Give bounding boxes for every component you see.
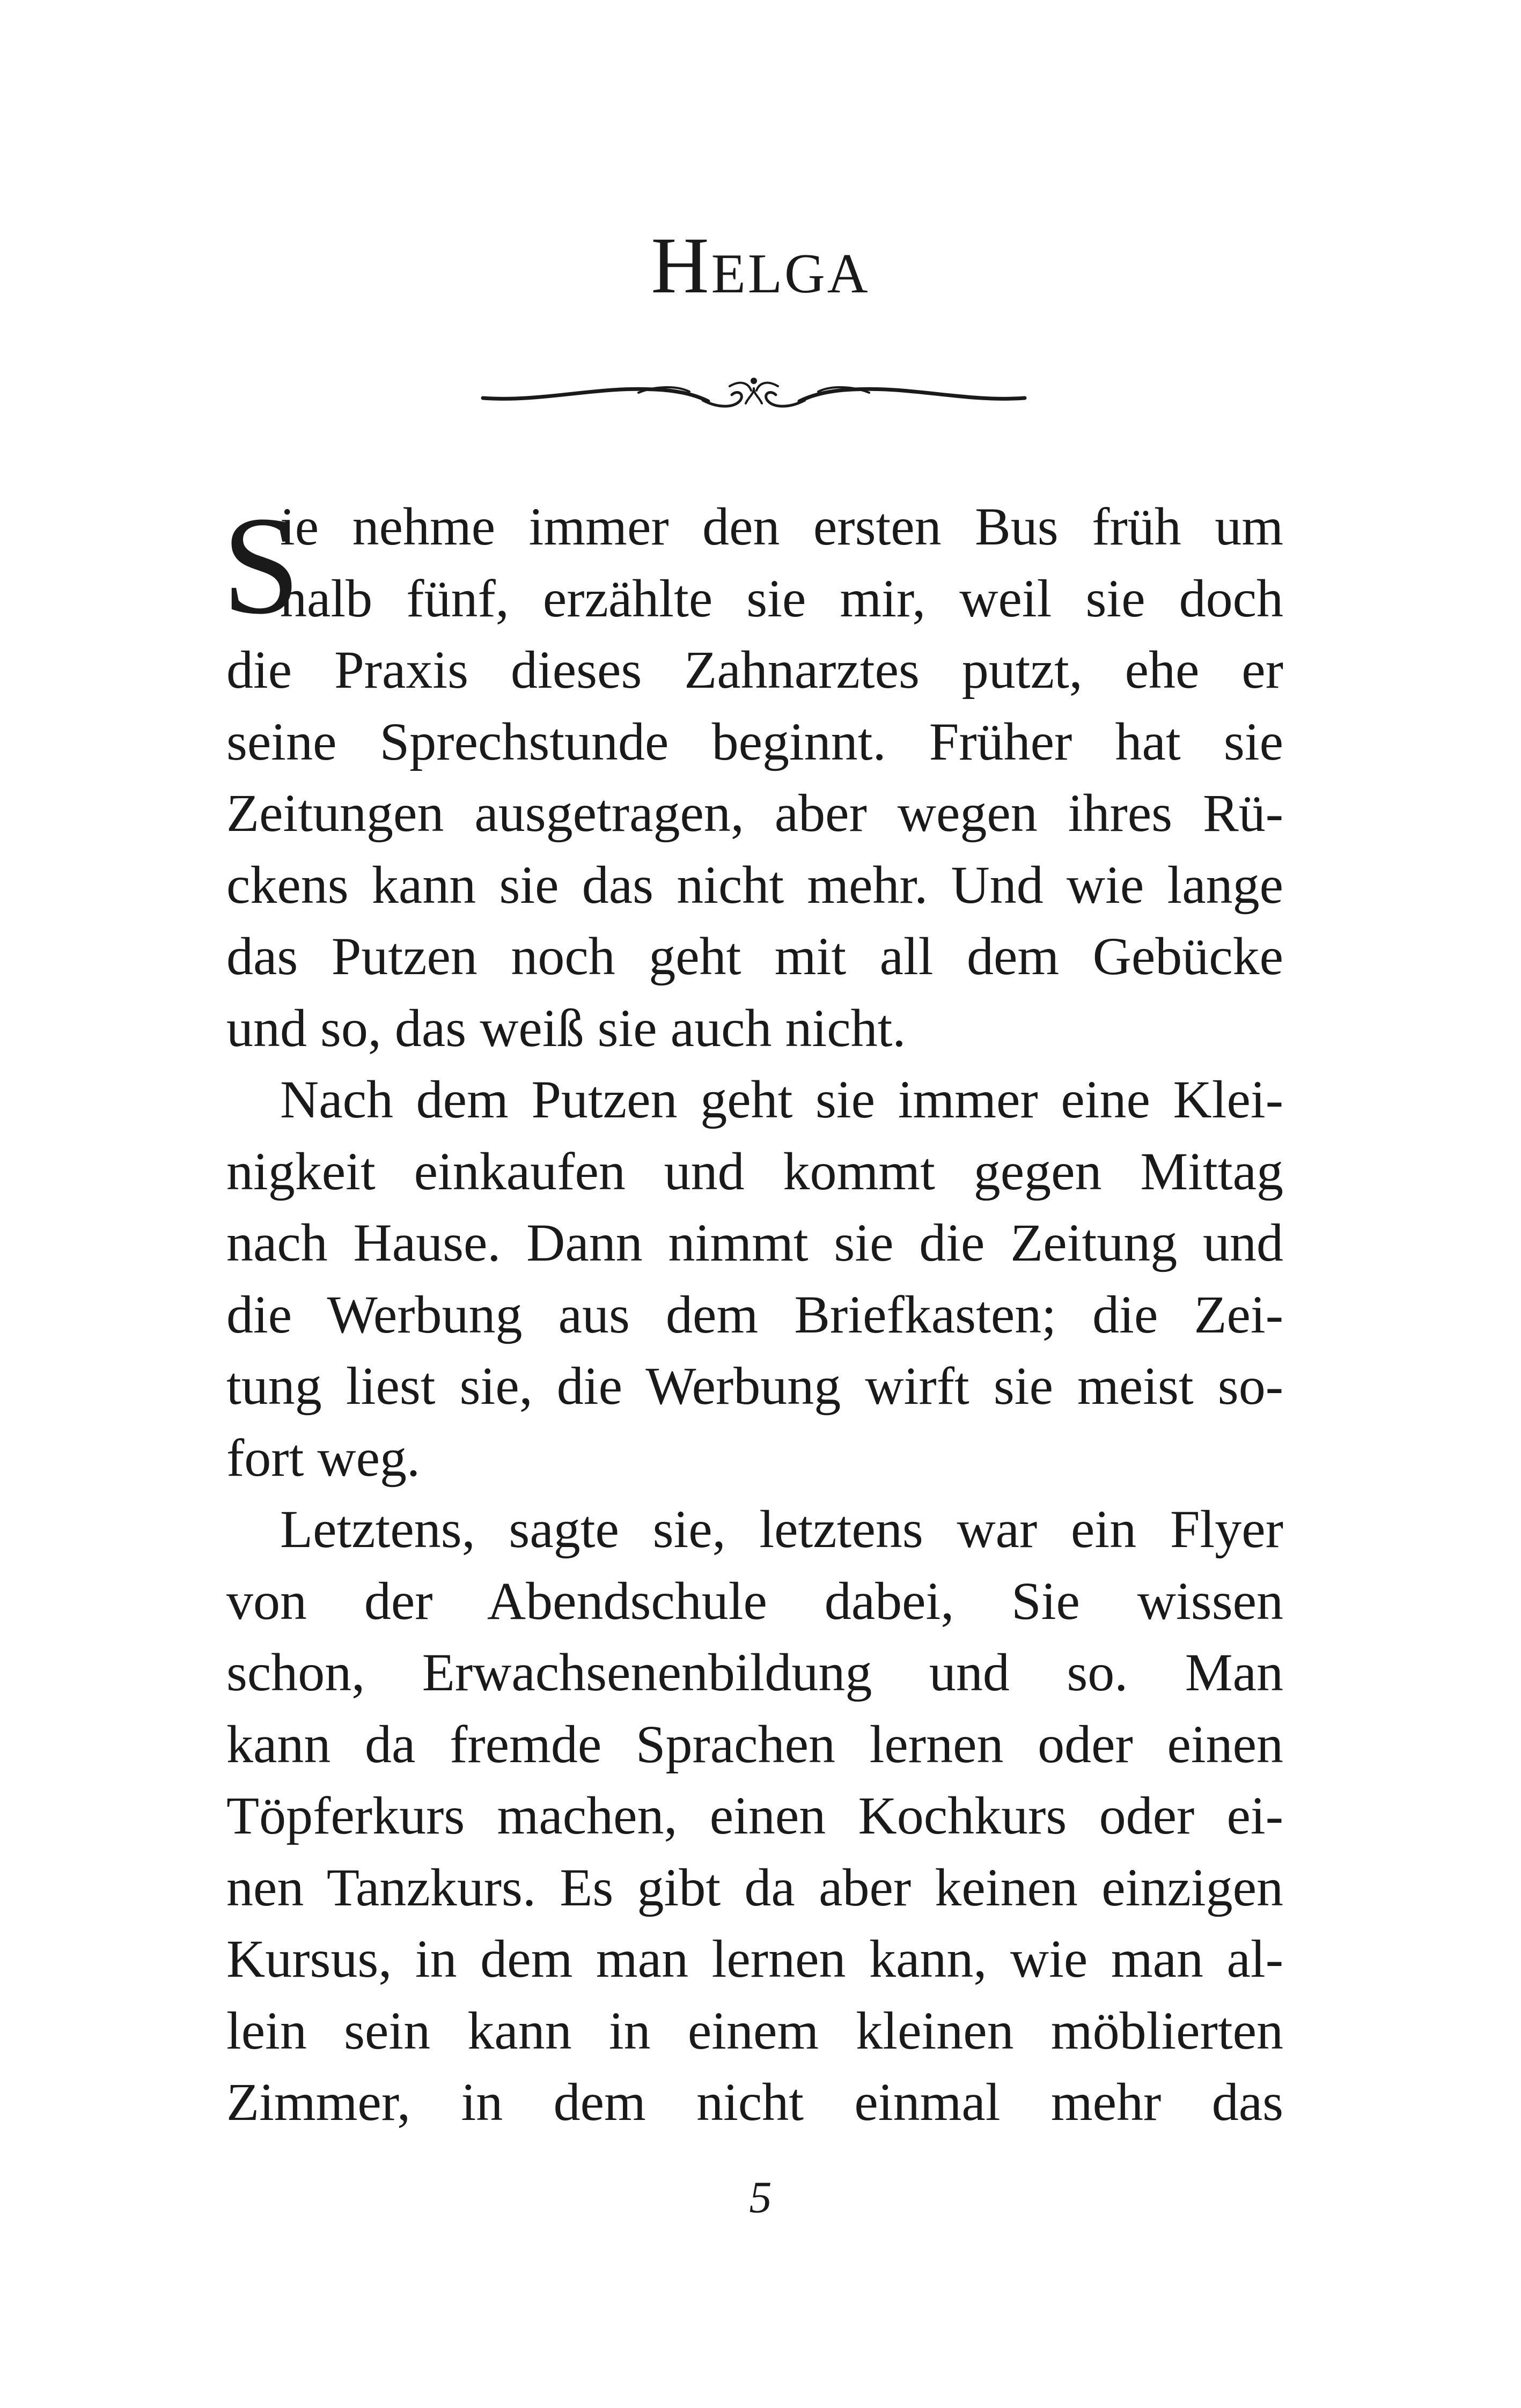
body-text xyxy=(222,488,1283,2138)
text-line: ckens kann sie das nicht mehr. Und wie lange xyxy=(226,855,1283,915)
text-line: seine Sprechstunde beginnt. Früher hat sie xyxy=(226,711,1283,771)
text-line: kann da fremde Sprachen lernen oder einen xyxy=(226,1714,1283,1774)
paragraph-3 xyxy=(226,1493,1283,2138)
text-line: Nach dem Putzen geht sie immer eine Klei- xyxy=(280,1070,1283,1129)
text-line: nigkeit einkaufen und kommt gegen Mittag xyxy=(226,1141,1283,1201)
text-line: das Putzen noch geht mit all dem Gebücke xyxy=(226,926,1283,986)
text-line: S ie nehme immer den ersten Bus früh um xyxy=(222,488,1283,643)
text-line: halb fünf, erzählte sie mir, weil sie doch xyxy=(280,568,1283,628)
text-line: schon, Erwachsenenbildung und so. Man xyxy=(226,1643,1283,1702)
page-number: 5 xyxy=(749,2173,772,2222)
text-line: Töpferkurs machen, einen Kochkurs oder ei- xyxy=(226,1786,1283,1845)
text-line: die Werbung aus dem Briefkasten; die Zei- xyxy=(226,1284,1283,1344)
text-line: Zimmer, in dem nicht einmal mehr das xyxy=(226,2072,1283,2132)
drop-cap: S xyxy=(222,488,300,643)
text-line: nach Hause. Dann nimmt sie die Zeitung und xyxy=(226,1213,1283,1272)
text-line: Letztens, sagte sie, letztens war ein Flyer xyxy=(280,1499,1283,1559)
text-line: nen Tanzkurs. Es gibt da aber keinen einzigen xyxy=(226,1857,1283,1917)
text-line: die Praxis dieses Zahnarztes putzt, ehe er xyxy=(226,640,1283,699)
paragraph-1 xyxy=(222,488,1283,1064)
text-line: Zeitungen ausgetragen, aber wegen ihres Rü- xyxy=(226,783,1283,843)
text-line: von der Abendschule dabei, Sie wissen xyxy=(226,1571,1283,1631)
text-line: tung liest sie, die Werbung wirft sie meist so- xyxy=(226,1356,1283,1416)
text-line: lein sein kann in einem kleinen möblierten xyxy=(226,2000,1283,2060)
text-line: Kursus, in dem man lernen kann, wie man al- xyxy=(226,1929,1283,1989)
chapter-title: Helga xyxy=(651,221,870,310)
text-line: fort weg. xyxy=(226,1427,420,1487)
text-line: und so, das weiß sie auch nicht. xyxy=(226,998,906,1058)
paragraph-2 xyxy=(226,1064,1283,1493)
flourish-divider-icon xyxy=(477,370,1030,418)
